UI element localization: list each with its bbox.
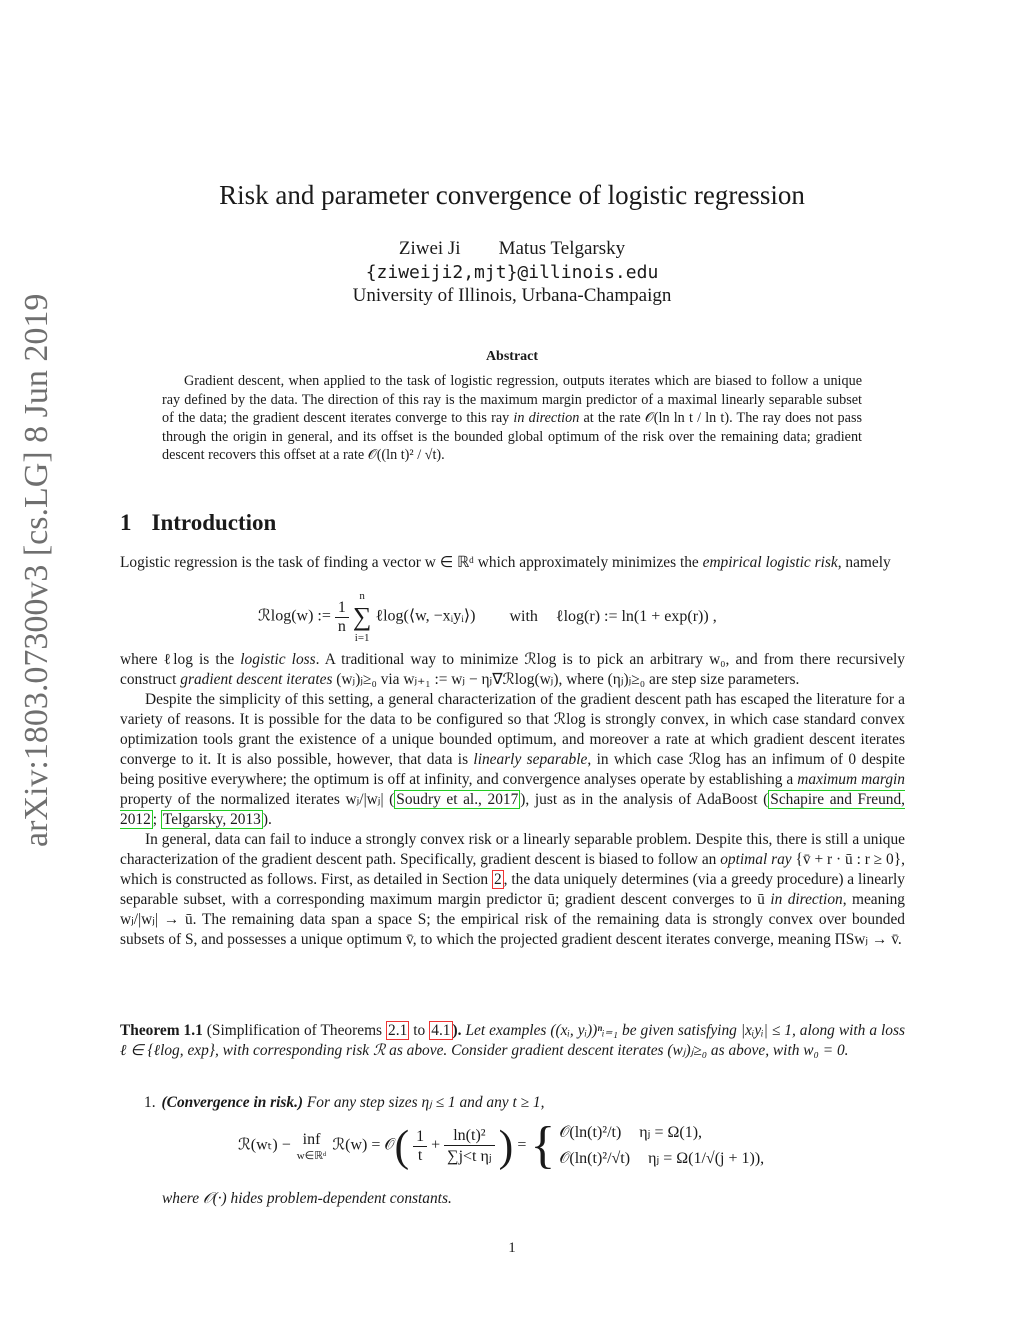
paper-title: Risk and parameter convergence of logistic regression — [219, 180, 805, 210]
author-list — [0, 238, 1024, 260]
citation-link[interactable]: Soudry et al., 2017 — [396, 791, 519, 808]
fraction: $\frac{1}{n}$ — [335, 599, 349, 636]
theorem-item-1: 1. (Convergence in risk.) For any step sizes ηⱼ ≤ 1 and any t ≥ 1, — [144, 1094, 545, 1111]
section-heading: 1 Introduction — [120, 510, 277, 535]
abstract-text: Gradient descent, when applied to the task of logistic regression, outputs iterates which are biased to follow a unique ray defined by the data. The direction of this ray is the maximum margin predictor of a maximal linearly separable subset of the data; the gradient descent iterates converge to this ray in direction at the rate 𝒪(ln ln t / ln t). The ray does not pass through the origin in general, and its offset is the bounded global optimum of the risk over the remaining data; gradient descent recovers this offset at a rate 𝒪((ln t)² / √t). — [162, 373, 862, 463]
section-reference-link[interactable]: 2 — [493, 871, 502, 888]
cases-block: 𝒪(ln(t)²/t) ηⱼ = Ω(1), 𝒪(ln(t)²/√t) ηⱼ = Ω(1/√(j + 1)), — [559, 1124, 765, 1167]
author-email[interactable]: {ziweiji2,mjt}@illinois.edu — [365, 262, 659, 283]
arxiv-identifier: arXiv:1803.07300v3 [cs.LG] 8 Jun 2019 — [18, 293, 55, 847]
fraction: $\frac{\text{ln(t)²}}{\text{∑j<t ηⱼ}}$ — [444, 1127, 494, 1166]
theorem-reference-link[interactable]: 2.1 — [388, 1022, 408, 1039]
equation-risk-convergence: ℛ(wₜ) − inf w∈ℝᵈ ℛ(w) = 𝒪( $\frac{1}{t}$ + $\frac{\text{ln(t)²}}{\text{∑j<t ηⱼ}}$ ) = { 𝒪(ln(t)²/t) ηⱼ = Ω(1), 𝒪(ln(t)²/√t) ηⱼ = Ω(1/√(j + 1)), — [238, 1117, 765, 1174]
abstract-heading: Abstract — [485, 349, 539, 364]
fraction: $\frac{1}{t}$ — [413, 1128, 427, 1165]
intro-paragraph-1: Logistic regression is the task of finding a vector w ∈ ℝᵈ which approximately minimizes the empirical logistic risk, namely — [120, 554, 891, 571]
intro-paragraph-2: where ℓlog is the logistic loss. A traditional way to minimize ℛlog is to pick an arbitrary w₀, and from there recursively construct gradient descent iterates (wⱼ)ⱼ≥₀ via wⱼ₊₁ := wⱼ − ηⱼ∇ℛlog(wⱼ), where (ηⱼ)ⱼ≥₀ are step size parameters. Despite the simplicity of this setting, a general characterization of the gradient descent path has escaped the literature for a variety of reasons. It is possible for the data to be configured so that ℛlog is strongly convex, in which case standard convex optimization tools grant the existence of a unique bounded optimum, and moreover a rate at which gradient descent iterates converge to it. It is also possible, however, that data is linearly separable, in which case ℛlog has an infimum of 0 despite being positive everywhere; the optimum is off at infinity, and convergence analyses operate by establishing a maximum margin property of the normalized iterates wⱼ/|wⱼ| ( Soudry et al., 2017 ), just as in the analysis of AdaBoost ( Schapire and Freund, 2012 ; Telgarsky, 2013 ). In general, data can fail to induce a strongly convex risk or a linearly separable problem. Despite this, there is still a unique characterization of the gradient descent path. Specifically, gradient descent is biased to follow an optimal ray {v̄ + r · ū : r ≥ 0}, which is constructed as follows. First, as detailed in Section 2 , the data uniquely determines (via a greedy procedure) a linearly separable subset, with a corresponding maximum margin predictor ū; gradient descent converges to ū in direction, meaning wⱼ/|wⱼ| → ū. The remaining data span a space S; the empirical risk of the remaining data is strongly convex over bounded subsets of S, and possesses a unique optimum v̄, to which the projected gradient descent iterates converge, meaning ΠSwⱼ → v̄. — [120, 651, 906, 948]
page-number: 1 — [508, 1240, 516, 1256]
citation-link[interactable]: Schapire and Freund, 2012 — [120, 791, 906, 828]
author-name: Ziwei Ji — [398, 238, 461, 259]
affiliation: University of Illinois, Urbana-Champaign — [352, 285, 672, 306]
equation-risk-definition: ℛlog(w) := $\frac{1}{n}$ n ∑ i=1 ℓlog(⟨w, −xᵢyᵢ⟩) with ℓlog(r) := ln(1 + exp(r)) , — [258, 590, 717, 644]
author-name: Matus Telgarsky — [498, 238, 626, 259]
theorem-statement: Theorem 1.1 (Simplification of Theorems 2.1 to 4.1 ). Let examples ((xᵢ, yᵢ))ⁿᵢ₌₁ be given satisfying |xᵢyᵢ| ≤ 1, along with a loss ℓ ∈ {ℓlog, exp}, with corresponding risk ℛ as above. Consider gradient descent iterates (wⱼ)ⱼ≥₀ as above, with w₀ = 0. — [120, 1022, 905, 1059]
theorem-reference-link[interactable]: 4.1 — [431, 1022, 451, 1039]
citation-link[interactable]: Telgarsky, 2013 — [162, 811, 261, 828]
constants-note: where 𝒪(·) hides problem-dependent constants. — [162, 1190, 452, 1207]
